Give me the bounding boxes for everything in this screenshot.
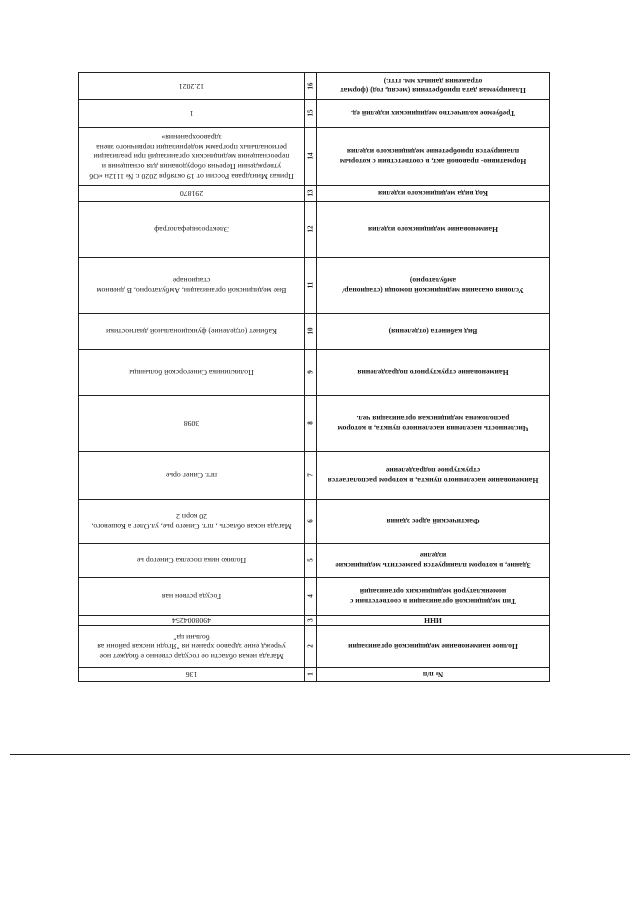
row-value: Поликлиника Синегорской больницы [129,368,254,378]
row-number: 6 [304,500,317,543]
row-label: Здание, в котором планируется разместить медицинские изделие [335,551,531,570]
row-number: 1 [304,668,317,681]
table-row [79,451,549,499]
table-row [79,127,549,185]
row-value: Вне медицинской организации, Амбулаторно, В дневном стационаре [96,276,287,296]
row-label: Численность населения населенного пункта, в котором расположена медицинская организация чел. [337,414,529,433]
row-value: Приказ Минздрава России от 19 октября 2020 г. № 1112н «Об утверждении Перечня оборудования для оснащения и переоснащения медицинских организаций при реализации региональных программ модернизации первичного звена здравоохранения» [89,132,294,181]
row-value: Полико ника поселка Синегор ье [136,556,247,566]
row-number: 14 [304,128,317,185]
row-label: Код вида медицинского изделия [378,189,488,199]
row-value: 136 [185,670,198,680]
row-number: 16 [304,73,317,99]
table-row [79,577,549,615]
row-label: Полное наименование медицинской организации [348,642,518,652]
row-label: Планируемая дата приобретения (месяц, год) (формат отражения данных мм. гггг.) [340,77,526,96]
row-value: 1 [189,109,194,119]
table-row [79,499,549,543]
table-row [79,257,549,313]
row-number: 13 [304,186,317,201]
table-row [79,313,549,349]
row-label: Требуемое количество медицинских изделий ед. [350,109,516,119]
row-number: 9 [304,350,317,395]
row-label: Наименование населенного пункта, в котором располагается структурное подразделение [327,466,539,485]
table-row [79,543,549,577]
table-row [79,99,549,127]
table-row [79,625,549,667]
row-label: Тип медицинской организации в соответствии с номенклатурой медицинских организаций [349,587,517,606]
row-value: Электроэнцефалограф [154,225,229,235]
table-row [79,615,549,625]
row-value: 291870 [179,189,204,199]
table-row [79,185,549,201]
row-label: Условия оказания медицинской помощи (стационар/амбулаторно) [342,276,524,295]
row-label: ИНН [424,616,442,626]
row-number: 7 [304,452,317,499]
table-row [79,349,549,395]
row-value: пгт. Синег орье [165,471,218,481]
table-row [79,201,549,257]
row-number: 12 [304,202,317,257]
row-number: 2 [304,626,317,667]
row-number: 3 [304,616,317,625]
row-value: 4908004254 [172,616,211,626]
row-number: 15 [304,100,317,127]
page-divider-line [10,754,630,755]
row-number: 8 [304,396,317,451]
row-number: 10 [304,314,317,349]
row-label: № п/п [422,670,444,680]
row-value: 12.2021 [178,81,205,91]
row-label: Вид кабинета (отделения) [388,327,478,337]
row-label: Наименование структурного подразделения [357,368,509,378]
table-row [79,395,549,451]
row-number: 5 [304,544,317,577]
row-value: 3098 [183,419,200,429]
row-number: 4 [304,578,317,615]
row-label: Нормативно- правовой акт, в соответствии с которым планируется приобретение медицинского изделия [339,147,527,166]
row-number: 11 [304,258,317,313]
row-label: Наименование медицинского изделия [368,225,498,235]
row-value: Госуда рствен ная [161,592,222,602]
row-value: Магада некая области ое государ ственно е бюджет ное учрежд ение здравоо хранен ия "Ягодн инская районн ая больни ца" [97,632,286,662]
table-row [79,667,549,681]
equipment-table [78,72,550,682]
row-value: Магада нская область , пгт. Синего рье, ул.Олег а Кошевого, 20 корп 2 [91,512,292,532]
table-row [79,73,549,99]
row-label: Фактический адрес здания [386,517,480,527]
row-value: Кабинет (отделение) функциональной диагностики [106,327,277,337]
